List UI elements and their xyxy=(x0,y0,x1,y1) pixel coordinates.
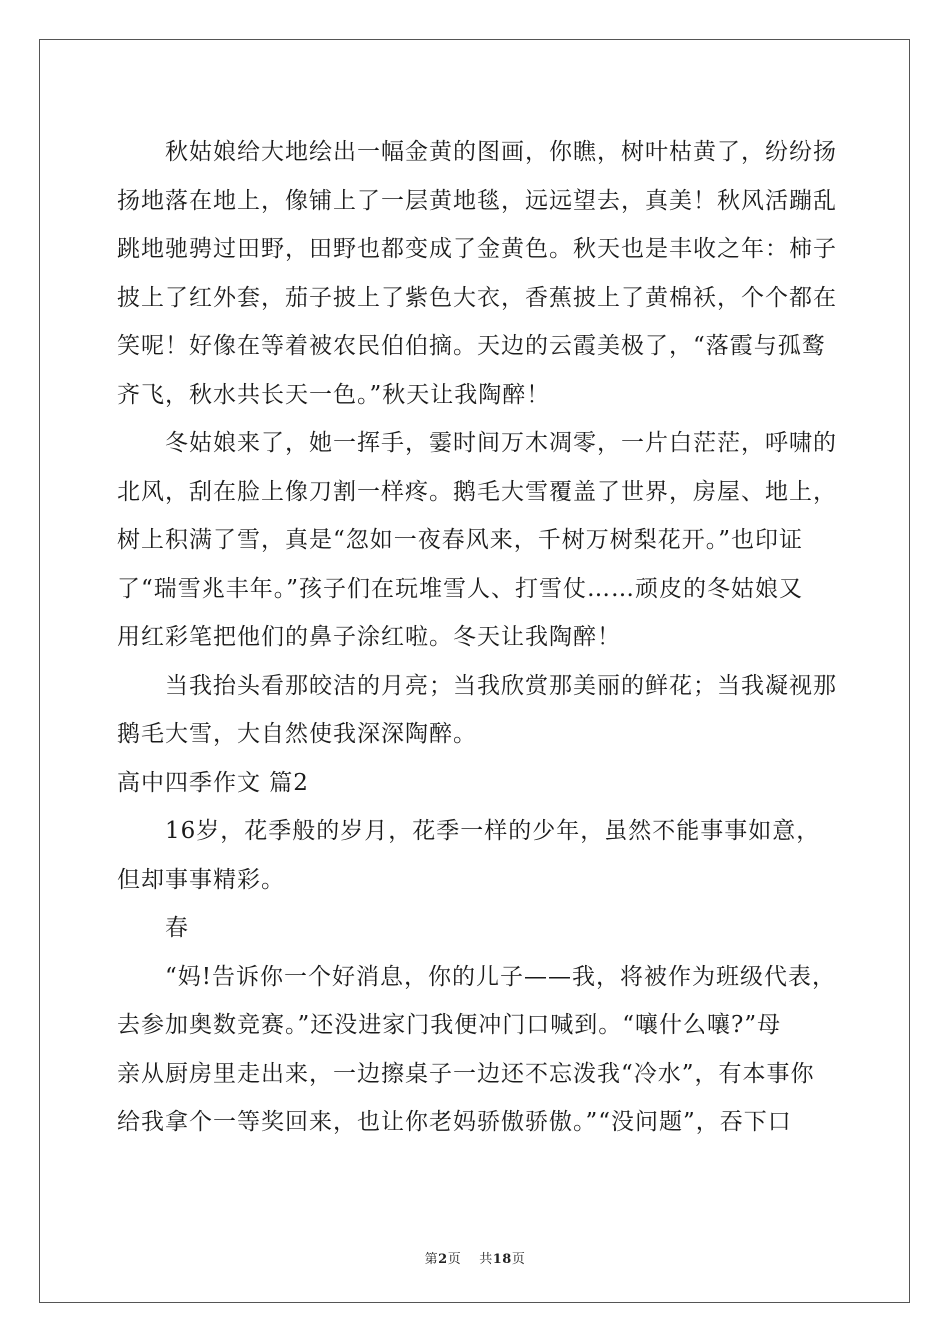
paragraph-winter: 冬姑娘来了，她一挥手，霎时间万木凋零，一片白茫茫，呼啸的 北风，刮在脸上像刀割一样疼。鹅毛大雪覆盖了世界，房屋、地上， 树上积满了雪，真是“忽如一夜春风来，千树万树梨花开。”也印证 了“瑞雪兆丰年。”孩子们在玩堆雪人、打雪仗……顽皮的冬姑娘又 用红彩笔把他们的鼻子涂红啦。冬天让我陶醉！ xyxy=(117,430,837,650)
footer-total-prefix: 共 xyxy=(479,1252,493,1267)
paragraph-spring-label: 春 xyxy=(165,915,189,941)
page-footer xyxy=(0,1248,950,1267)
footer-page-total: 18 xyxy=(492,1252,512,1267)
section-heading: 高中四季作文 篇2 xyxy=(117,769,309,796)
paragraph-spring-story: “妈!告诉你一个好消息，你的儿子——我，将被作为班级代表， 去参加奥数竞赛。”还没进家门我便冲门口喊到。“嚷什么嚷?”母 亲从厨房里走出来，一边擦桌子一边还不忘泼我“冷水”，有本事你 给我拿个一等奖回来，也让你老妈骄傲骄傲。”“没问题”，吞下口 xyxy=(117,963,837,1135)
document-body xyxy=(117,128,837,1147)
footer-total-suffix: 页 xyxy=(511,1252,526,1267)
paragraph-intro-16: 16岁，花季般的岁月，花季一样的少年，虽然不能事事如意， 但却事事精彩。 xyxy=(117,818,821,893)
paragraph-conclusion: 当我抬头看那皎洁的月亮；当我欣赏那美丽的鲜花；当我凝视那 鹅毛大雪，大自然使我深深陶醉。 xyxy=(117,672,837,747)
footer-page-suffix: 页 xyxy=(447,1252,462,1267)
footer-page-current: 2 xyxy=(438,1252,448,1267)
paragraph-autumn: 秋姑娘给大地绘出一幅金黄的图画，你瞧，树叶枯黄了，纷纷扬 扬地落在地上，像铺上了一层黄地毯，远远望去，真美！秋风活蹦乱 跳地驰骋过田野，田野也都变成了金黄色。秋天也是丰收之年：柿子 披上了红外套，茄子披上了紫色大衣，香蕉披上了黄棉袄，个个都在 笑呢！好像在等着被农民伯伯摘。天边的云霞美极了，“落霞与孤鹜 齐飞，秋水共长天一色。”秋天让我陶醉！ xyxy=(117,139,837,408)
footer-page-prefix: 第 xyxy=(424,1252,439,1267)
